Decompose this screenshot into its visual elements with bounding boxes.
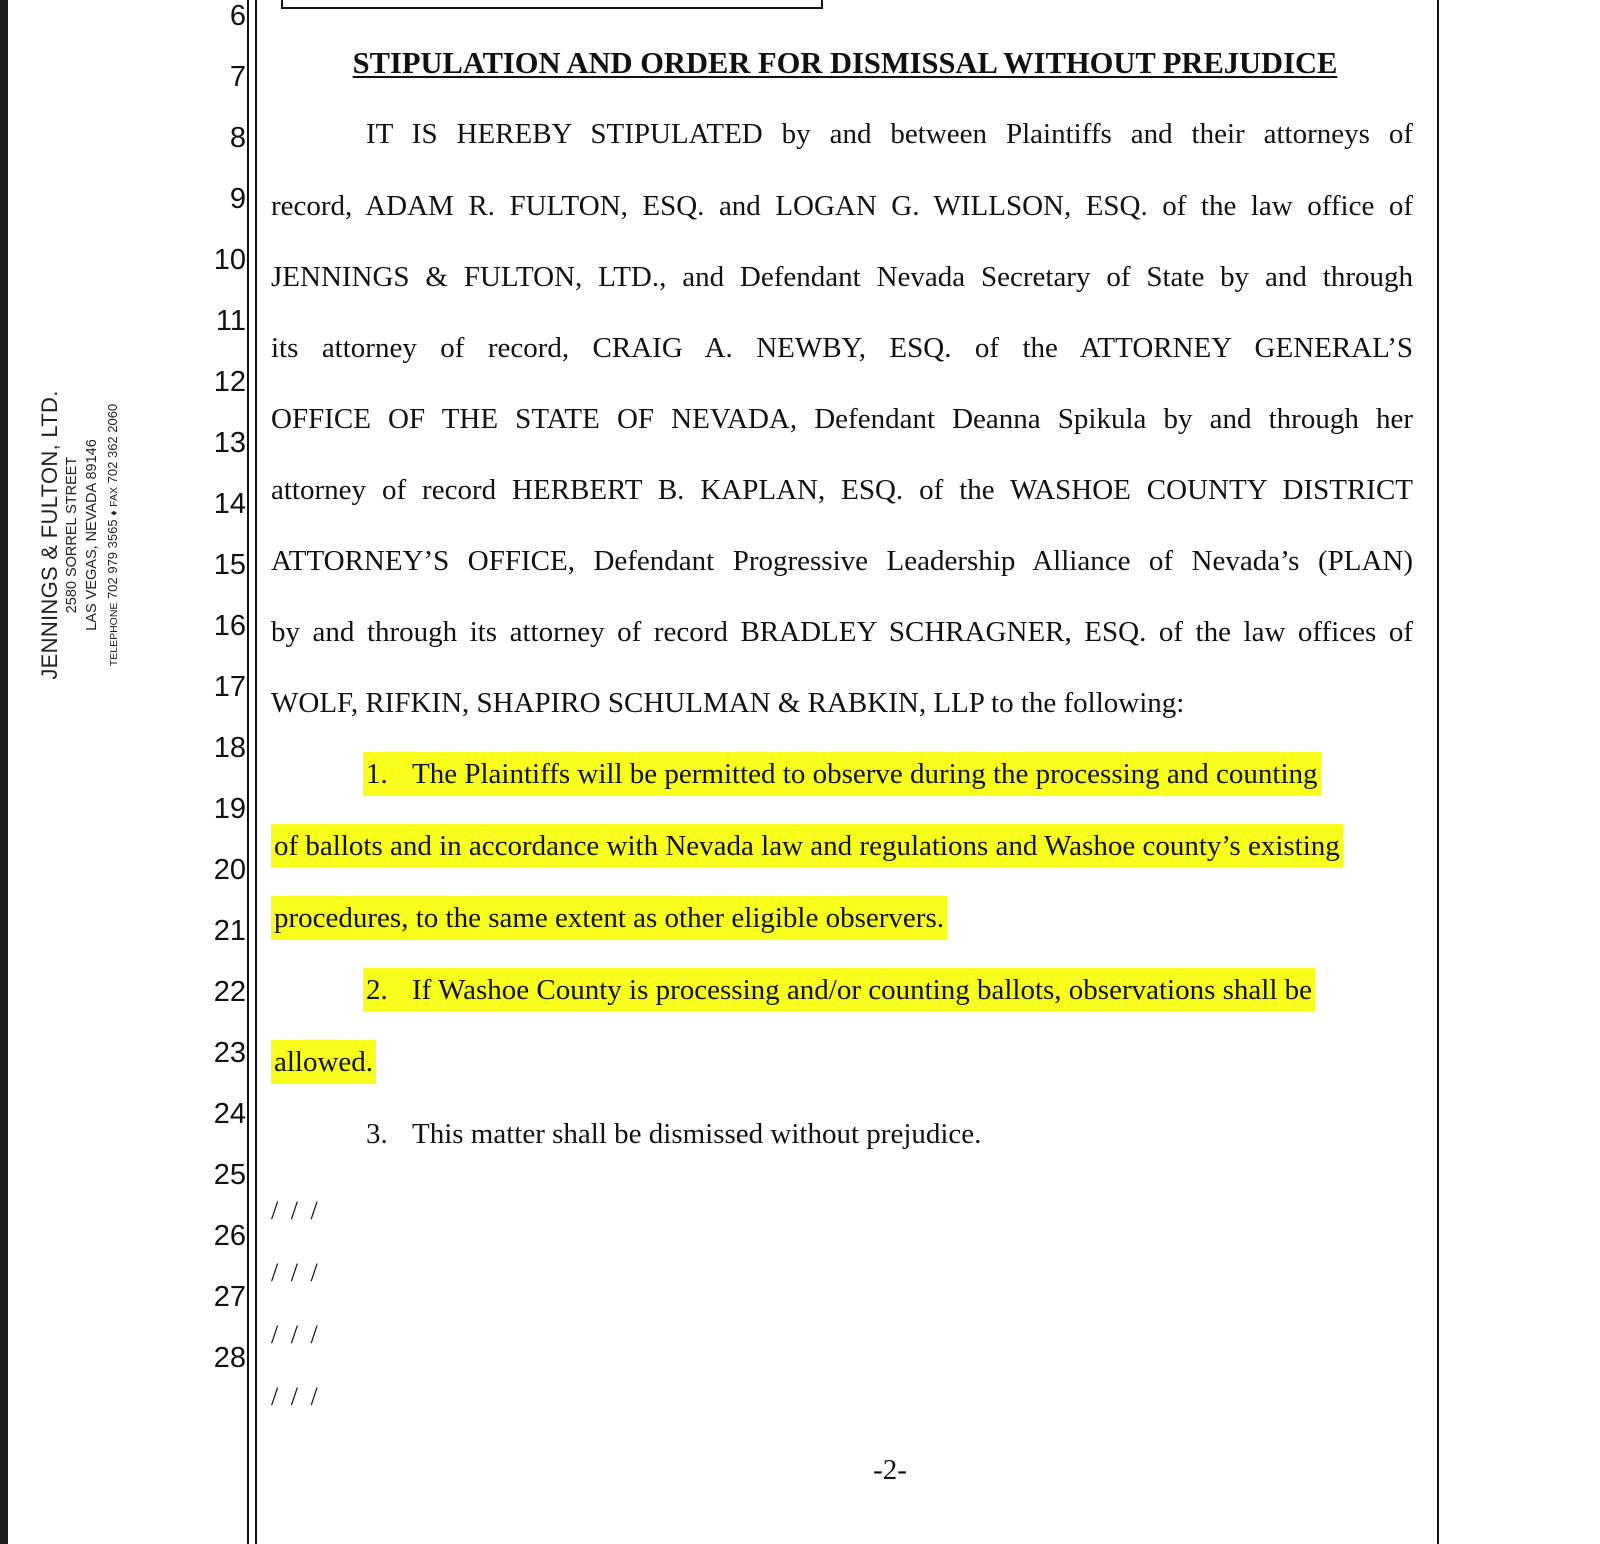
margin-rule [247, 0, 249, 1544]
highlighted-text: of ballots and in accordance with Nevada law and regulations and Washoe county’s existing [271, 824, 1343, 868]
line-number: 11 [215, 305, 246, 337]
right-margin-rule [1437, 0, 1439, 1544]
fax-number: 702 362 2060 [105, 403, 120, 484]
line-number: 17 [213, 671, 246, 703]
margin-rule [255, 0, 257, 1544]
line-number: 6 [229, 0, 246, 32]
firm-street: 2580 SORREL STREET [64, 456, 80, 614]
line-number: 13 [213, 427, 246, 459]
line-number: 10 [213, 244, 246, 276]
body-line: WOLF, RIFKIN, SHAPIRO SCHULMAN & RABKIN, LLP to the following: [271, 687, 1185, 719]
telephone-label: TELEPHONE [108, 602, 120, 667]
telephone-number: 702 979 3565 [105, 519, 120, 599]
firm-letterhead [38, 375, 158, 695]
line-number: 15 [213, 549, 246, 581]
item-1-line [271, 829, 1343, 863]
body-line: its attorney of record, CRAIG A. NEWBY, ESQ. of the ATTORNEY GENERAL’S [271, 332, 1413, 364]
firm-contact [102, 375, 125, 695]
item-1-first-line [363, 757, 1321, 791]
line-number: 14 [213, 488, 246, 520]
line-number: 20 [213, 854, 246, 886]
caption-box-bottom [281, 0, 823, 9]
line-number: 7 [229, 61, 246, 93]
line-number: 18 [213, 732, 246, 764]
separator-diamond: ♦ [108, 510, 120, 516]
line-number: 28 [213, 1342, 246, 1374]
fax-label: FAX [108, 486, 120, 507]
line-number: 9 [229, 183, 246, 215]
item-2-text: If Washoe County is processing and/or counting ballots, observations shall be [412, 974, 1313, 1006]
item-2-first-line [363, 973, 1315, 1007]
item-1-text: The Plaintiffs will be permitted to observe during the processing and counting [412, 758, 1318, 790]
line-number: 8 [229, 122, 246, 154]
body-line: JENNINGS & FULTON, LTD., and Defendant Nevada Secretary of State by and through [271, 261, 1413, 293]
body-line: IT IS HEREBY STIPULATED by and between Plaintiffs and their attorneys of [366, 118, 1413, 150]
item-2-line [271, 1045, 376, 1079]
line-number: 21 [213, 915, 246, 947]
firm-name: JENNINGS & FULTON, LTD. [37, 390, 62, 680]
body-line: by and through its attorney of record BRADLEY SCHRAGNER, ESQ. of the law offices of [271, 616, 1413, 648]
highlighted-text: allowed. [271, 1040, 376, 1084]
item-1-number: 1. [366, 758, 388, 790]
item-3-line [366, 1117, 981, 1151]
body-line: record, ADAM R. FULTON, ESQ. and LOGAN G. WILLSON, ESQ. of the law office of [271, 190, 1413, 222]
line-number: 26 [213, 1220, 246, 1252]
item-1-line [271, 901, 947, 935]
line-number: 23 [213, 1037, 246, 1069]
line-number: 16 [213, 610, 246, 642]
highlighted-text: procedures, to the same extent as other eligible observers. [271, 896, 947, 940]
continuation-mark: / / / [271, 1258, 321, 1287]
continuation-mark: / / / [271, 1320, 321, 1349]
body-line: attorney of record HERBERT B. KAPLAN, ESQ. of the WASHOE COUNTY DISTRICT [271, 474, 1413, 506]
firm-city: LAS VEGAS, NEVADA 89146 [84, 439, 100, 631]
line-number: 24 [213, 1098, 246, 1130]
item-2-number: 2. [366, 974, 388, 1006]
line-number: 22 [213, 976, 246, 1008]
window-edge [0, 0, 8, 1544]
line-number: 19 [213, 793, 246, 825]
body-line: OFFICE OF THE STATE OF NEVADA, Defendant Deanna Spikula by and through her [271, 403, 1413, 435]
line-number: 27 [213, 1281, 246, 1313]
continuation-mark: / / / [271, 1382, 321, 1411]
continuation-mark: / / / [271, 1196, 321, 1225]
line-number: 12 [213, 366, 246, 398]
item-3-text: This matter shall be dismissed without prejudice. [412, 1118, 982, 1150]
item-3-number: 3. [366, 1118, 388, 1150]
body-line: ATTORNEY’S OFFICE, Defendant Progressive Leadership Alliance of Nevada’s (PLAN) [271, 545, 1413, 577]
line-number: 25 [213, 1159, 246, 1191]
page-number: -2- [873, 1454, 907, 1486]
document-title: STIPULATION AND ORDER FOR DISMISSAL WITHOUT PREJUDICE [352, 46, 1338, 80]
